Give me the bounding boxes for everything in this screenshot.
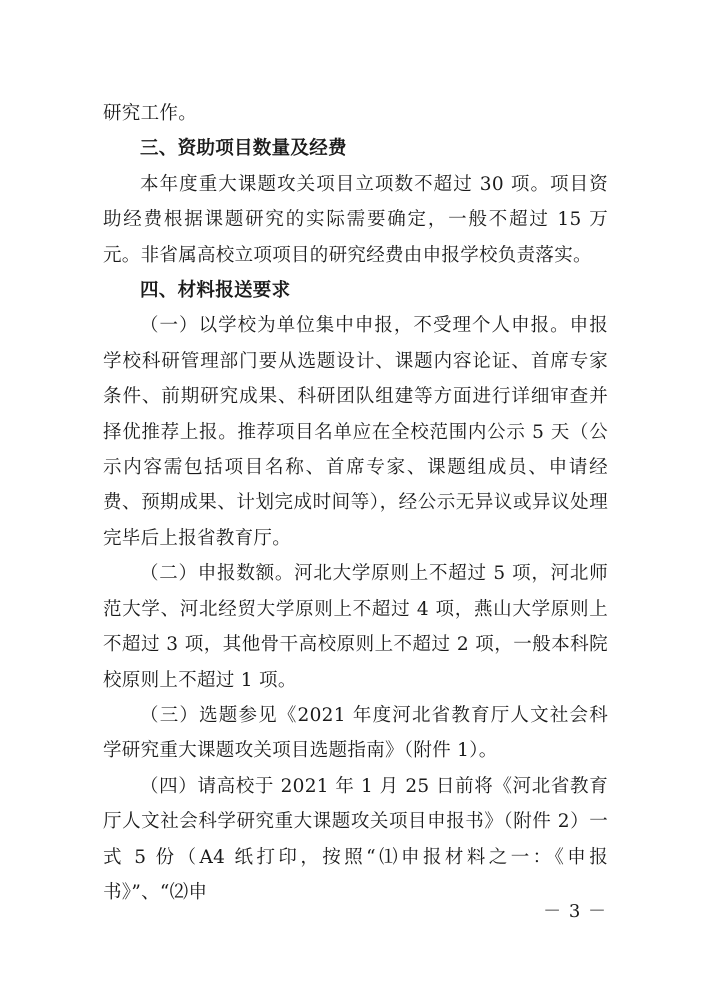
section-3-heading: 三、资助项目数量及经费 (140, 138, 347, 160)
section-3-paragraph: 本年度重大课题攻关项目立项数不超过 30 项。项目资助经费根据课题研究的实际需要确定，一般不超过 15 万元。非省属高校立项项目的研究经费由申报学校负责落实。 (103, 173, 608, 266)
requirement-item-1: （一）以学校为单位集中申报，不受理个人申报。申报学校科研管理部门要从选题设计、课题内容论证、首席专家条件、前期研究成果、科研团队组建等方面进行详细审查并择优推荐上报。推荐项目名单应在全校范围内公示 5 天（公示内容需包括项目名称、首席专家、课题组成员、申请经费、预期成果、计划完成时间等），经公示无异议或异议处理完毕后上报省教育厅。 (103, 315, 608, 549)
page-number: － 3 － (543, 901, 607, 922)
section-4-heading: 四、材料报送要求 (140, 280, 291, 302)
requirement-item-3: （三）选题参见《2021 年度河北省教育厅人文社会科学研究重大课题攻关项目选题指南》（附件 1）。 (103, 704, 608, 762)
intro-line: 研究工作。 (103, 103, 198, 124)
requirement-item-2: （二）申报数额。河北大学原则上不超过 5 项，河北师范大学、河北经贸大学原则上不超过 4 项，燕山大学原则上不超过 3 项，其他骨干高校原则上不超过 2 项，一般本科院校原则上不超过 1 项。 (103, 563, 608, 691)
document-body (103, 96, 608, 910)
requirement-item-4: （四）请高校于 2021 年 1 月 25 日前将《河北省教育厅人文社会科学研究重大课题攻关项目申报书》（附件 2）一式 5 份（A4 纸打印，按照“⑴申报材料之一：《申报书》”、“⑵申 (103, 775, 608, 903)
